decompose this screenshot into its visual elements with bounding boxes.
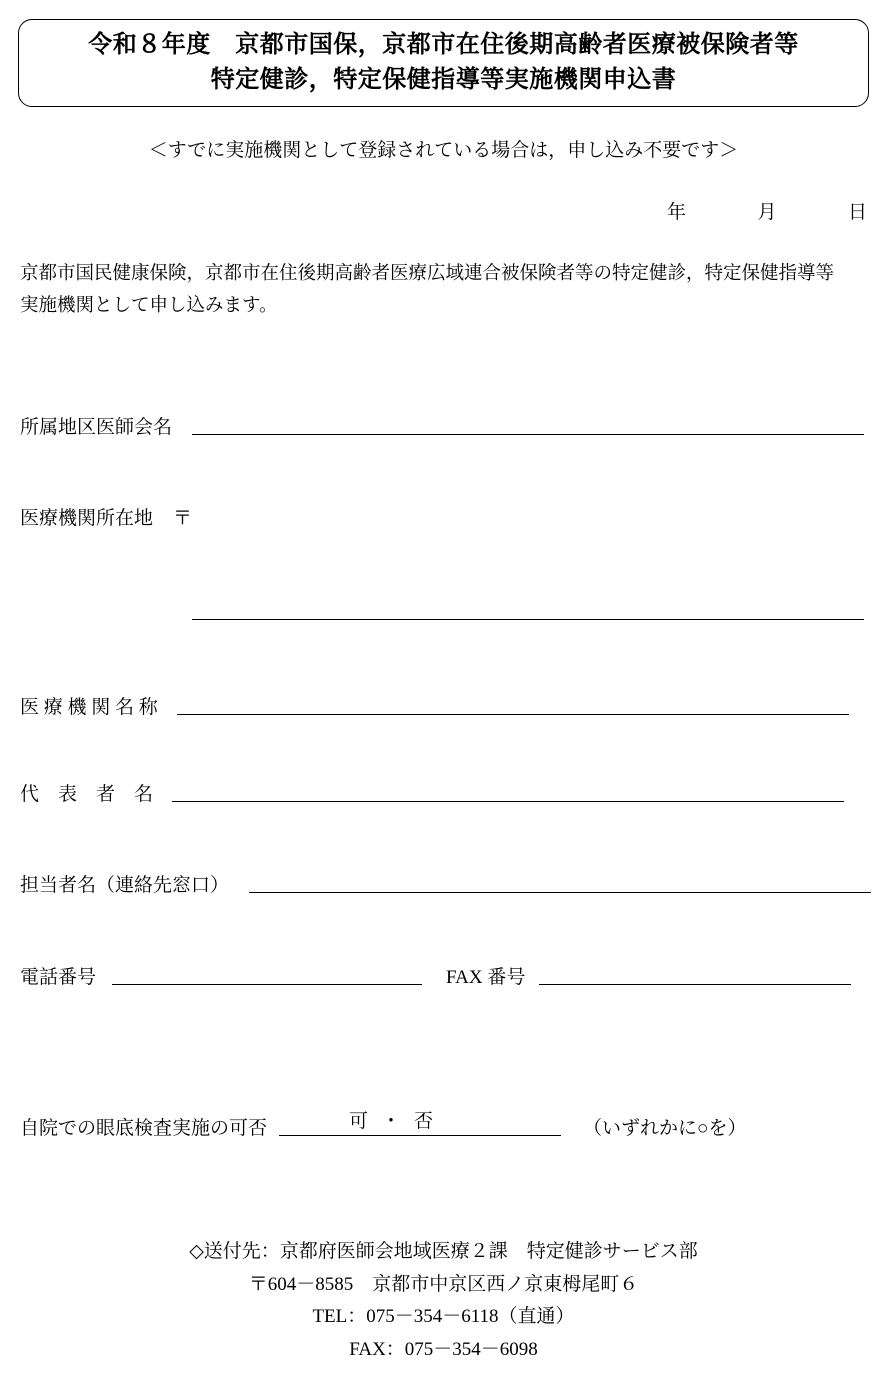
- input-line-fax[interactable]: [539, 983, 851, 985]
- fundus-choice-yes[interactable]: 可: [349, 1111, 369, 1132]
- date-year-label: 年: [666, 202, 686, 223]
- field-label-phone: 電話番号: [20, 967, 97, 988]
- field-phone-and-fax: [20, 962, 851, 989]
- date-line: [667, 197, 867, 224]
- footer-line-postal-address: 〒604－8585 京都市中京区西ノ京東栂尾町６: [248, 1273, 639, 1295]
- footer-line-tel: TEL：075－354－6118（直通）: [312, 1306, 575, 1328]
- fundus-choice-no[interactable]: 否: [414, 1111, 434, 1132]
- field-label-representative-name: 代 表 者 名: [20, 784, 154, 805]
- footer-line-destination: ◇送付先：京都府医師会地域医療２課 特定健診サービス部: [189, 1241, 698, 1262]
- form-subtitle: ＜すでに実施機関として登録されている場合は，申し込み不要です＞: [148, 140, 739, 161]
- input-line-staff-contact[interactable]: [249, 891, 871, 893]
- fundus-choice-area: [279, 1111, 561, 1140]
- field-label-institution-name: 医 療 機 関 名 称: [20, 697, 158, 718]
- date-day-label: 日: [847, 202, 867, 223]
- form-title-box: [18, 19, 869, 107]
- field-label-staff-contact: 担当者名（連絡先窓口）: [20, 875, 230, 896]
- input-line-representative-name[interactable]: [172, 800, 844, 802]
- form-title-line-1: 令和８年度 京都市国保，京都市在住後期高齢者医療被保険者等: [88, 31, 799, 59]
- input-line-fundus-exam[interactable]: [279, 1134, 561, 1136]
- form-title-line-2: 特定健診，特定保健指導等実施機関申込書: [210, 66, 677, 93]
- intro-line-2: 実施機関として申し込みます。: [20, 296, 278, 317]
- date-month-label: 月: [757, 202, 777, 223]
- intro-paragraph: [20, 258, 872, 323]
- field-label-fax: FAX 番号: [446, 967, 526, 988]
- field-district-medical-association: [20, 412, 864, 439]
- intro-line-1: 京都市国民健康保険，京都市在住後期高齢者医療広域連合被保険者等の特定健診，特定保健指導等: [20, 264, 835, 284]
- field-representative-name: [20, 779, 844, 806]
- field-institution-name: [20, 692, 849, 719]
- field-label-institution-address: 医療機関所在地: [20, 508, 154, 529]
- field-institution-address: [20, 503, 192, 530]
- input-line-phone[interactable]: [112, 983, 422, 985]
- footer-contact-block: [0, 1236, 887, 1367]
- fundus-note: （いずれかに○を）: [583, 1118, 747, 1139]
- input-line-district-medical-association[interactable]: [192, 433, 864, 435]
- field-label-district-medical-association: 所属地区医師会名: [20, 417, 173, 438]
- input-line-institution-name[interactable]: [177, 713, 849, 715]
- footer-line-fax: FAX：075－354－6098: [349, 1339, 538, 1361]
- field-fundus-exam-availability: [20, 1113, 747, 1140]
- field-label-fundus-exam: 自院での眼底検査実施の可否: [20, 1118, 268, 1139]
- postal-mark-icon: 〒: [173, 508, 193, 529]
- fundus-choice-separator: ・: [381, 1111, 401, 1132]
- fundus-choices: [349, 1106, 433, 1133]
- field-staff-contact: [20, 870, 871, 897]
- input-line-institution-address[interactable]: [192, 618, 864, 620]
